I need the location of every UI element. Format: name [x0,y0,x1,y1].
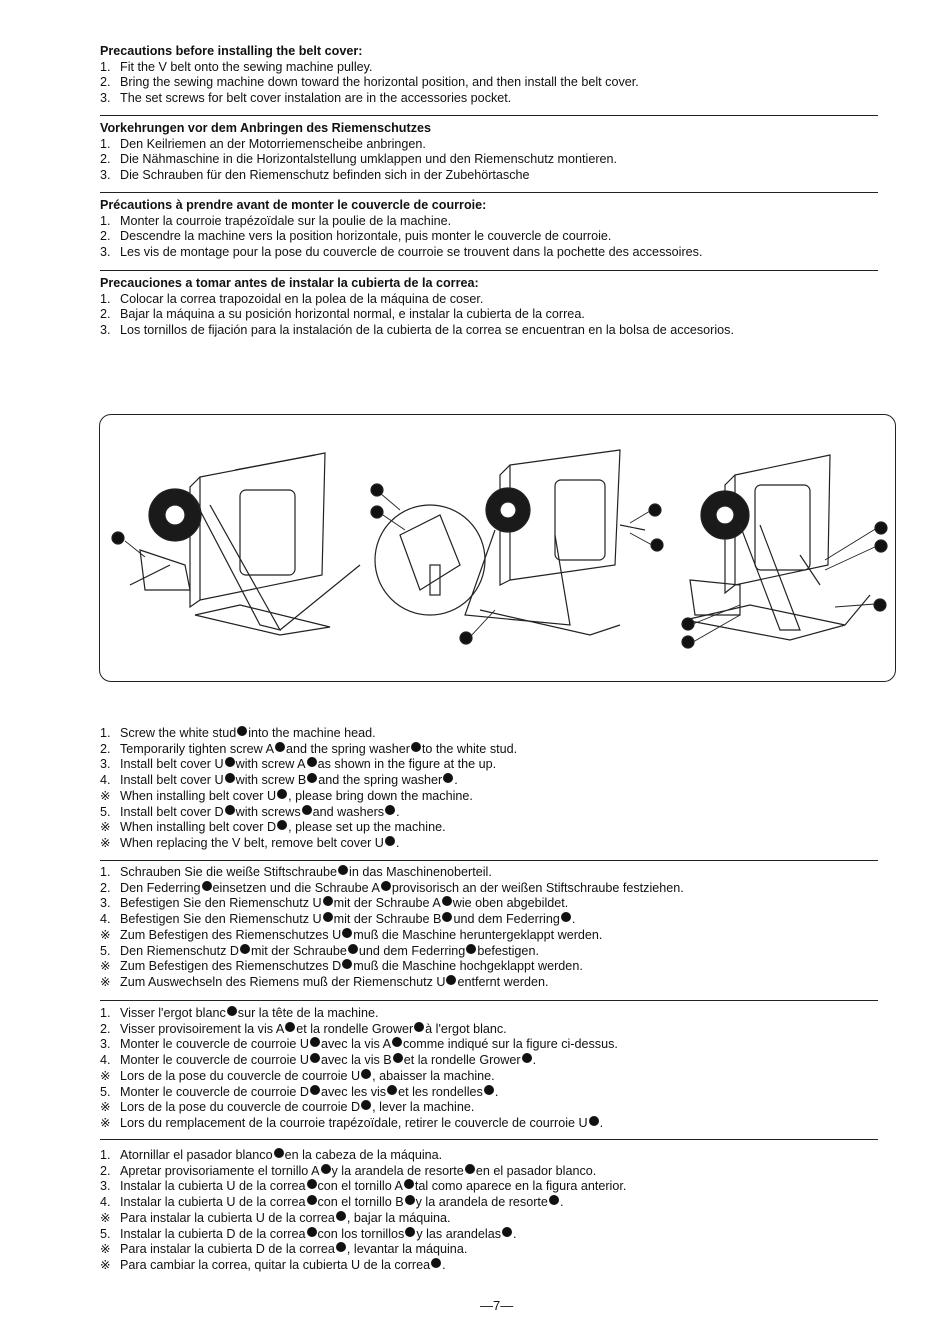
divider [100,115,878,116]
list-item: ※ When installing belt cover U , please bring down the machine. [100,788,473,803]
reference-marker-icon [240,944,250,954]
steps-fr [100,1006,880,1132]
list-item: 2. Den Federring einsetzen und die Schraube A provisorisch an der weißen Stiftschraube festziehen. [100,880,684,895]
illustration-machine-1 [130,453,360,635]
list-item: 5. Instalar la cubierta D de la correa con los tornillos y las arandelas . [100,1226,517,1241]
list-item: 5. Monter le couvercle de courroie D avec les vis et les rondelles . [100,1084,499,1099]
list-item: ※ Zum Befestigen des Riemenschutzes D muß die Maschine hochgeklappt werden. [100,959,583,974]
steps-es [100,1148,880,1274]
reference-marker-icon [321,1164,331,1174]
reference-marker-icon [336,1242,346,1252]
list-item: 3. Los tornillos de fijación para la instalación de la cubierta de la correa se encuentran en la bolsa de accesorios. [100,323,734,338]
reference-marker-icon [414,1022,424,1032]
reference-marker-icon [225,805,235,815]
list-item: 4. Install belt cover U with screw B and the spring washer . [100,773,458,788]
reference-marker-icon [442,896,452,906]
list-item: 2. Descendre la machine vers la position horizontale, puis monter le couvercle de courroie. [100,229,612,244]
callout-6 [651,539,663,551]
reference-marker-icon [323,896,333,906]
reference-marker-icon [549,1195,559,1205]
reference-marker-icon [522,1053,532,1063]
reference-marker-icon [387,1085,397,1095]
reference-marker-icon [302,805,312,815]
list-item: 1. Colocar la correa trapozoidal en la polea de la máquina de coser. [100,291,484,306]
reference-marker-icon [431,1258,441,1268]
list-item: ※ Para cambiar la correa, quitar la cubierta U de la correa . [100,1257,446,1272]
callout-7 [874,599,886,611]
reference-marker-icon [466,944,476,954]
reference-marker-icon [310,1053,320,1063]
list-item: 1. Atornillar el pasador blanco en la cabeza de la máquina. [100,1148,443,1162]
reference-marker-icon [307,773,317,783]
reference-marker-icon [323,912,333,922]
reference-marker-icon [307,1227,317,1237]
list-item: 1. Schrauben Sie die weiße Stiftschraube in das Maschinenoberteil. [100,865,492,879]
reference-marker-icon [385,805,395,815]
list-item: 4. Monter le couvercle de courroie U avec la vis B et la rondelle Grower . [100,1053,537,1068]
section-title: Precauciones a tomar antes de instalar la cubierta de la correa: [100,276,479,290]
reference-marker-icon [443,773,453,783]
belt-cover-installation-figure [99,414,896,682]
reference-marker-icon [405,1227,415,1237]
list-item: 1. Screw the white stud into the machine head. [100,726,376,740]
illustration-machine-2 [375,450,645,635]
list-item: ※ Lors de la pose du couvercle de courroie U , abaisser la machine. [100,1068,495,1083]
reference-marker-icon [502,1227,512,1237]
reference-marker-icon [361,1100,371,1110]
list-item: ※ Zum Auswechseln des Riemens muß der Riemenschutz U entfernt werden. [100,974,549,989]
list-item: 1. Den Keilriemen an der Motorriemenscheibe anbringen. [100,136,426,151]
reference-marker-icon [404,1179,414,1189]
section-title: Precautions before installing the belt cover: [100,44,363,58]
callout-3 [371,506,383,518]
callout-9b [682,636,694,648]
reference-marker-icon [411,742,421,752]
divider [100,270,878,271]
reference-marker-icon [385,836,395,846]
list-item: 2. Apretar provisoriamente el tornillo A y la arandela de resorte en el pasador blanco. [100,1163,597,1178]
reference-marker-icon [381,881,391,891]
precautions-en [100,44,880,107]
list-item: 3. Befestigen Sie den Riemenschutz U mit der Schraube A wie oben abgebildet. [100,896,569,911]
reference-marker-icon [361,1069,371,1079]
divider [100,1000,878,1001]
reference-marker-icon [307,1179,317,1189]
list-item: 5. Install belt cover D with screws and washers . [100,804,400,819]
list-item: 3. Monter le couvercle de courroie U avec la vis A comme indiqué sur la figure ci-dessus. [100,1037,618,1052]
reference-marker-icon [237,726,247,736]
list-item: 3. Install belt cover U with screw A as shown in the figure at the up. [100,757,497,772]
reference-marker-icon [225,757,235,767]
reference-marker-icon [446,975,456,985]
list-item: ※ Para instalar la cubierta U de la correa , bajar la máquina. [100,1210,451,1225]
steps-de [100,865,880,991]
reference-marker-icon [225,773,235,783]
reference-marker-icon [310,1037,320,1047]
list-item: 2. Temporarily tighten screw A and the spring washer to the white stud. [100,741,518,756]
reference-marker-icon [307,1195,317,1205]
list-item: ※ When replacing the V belt, remove belt cover U . [100,835,400,850]
callout-8 [875,522,887,534]
precautions-de [100,121,880,184]
list-item: 4. Instalar la cubierta U de la correa con el tornillo B y la arandela de resorte . [100,1195,564,1210]
list-item: 1. Visser l'ergot blanc sur la tête de la machine. [100,1006,379,1020]
list-item: 2. Bring the sewing machine down toward the horizontal position, and then install the belt cover. [100,75,639,90]
reference-marker-icon [342,928,352,938]
steps-en [100,726,880,852]
divider [100,192,878,193]
list-item: ※ Lors de la pose du couvercle de courroie D , lever la machine. [100,1100,475,1115]
section-title: Vorkehrungen vor dem Anbringen des Riemenschutzes [100,121,432,135]
reference-marker-icon [307,757,317,767]
list-item: 3. Die Schrauben für den Riemenschutz befinden sich in der Zubehörtasche [100,168,530,183]
list-item: 3. The set screws for belt cover instalation are in the accessories pocket. [100,91,512,106]
list-item: 3. Les vis de montage pour la pose du couvercle de courroie se trouvent dans la pochette des accessoires. [100,245,703,260]
list-item: 2. Die Nähmaschine in die Horizontalstellung umklappen und den Riemenschutz montieren. [100,152,618,167]
list-item: ※ When installing belt cover D , please set up the machine. [100,820,446,835]
reference-marker-icon [342,959,352,969]
reference-marker-icon [277,789,287,799]
reference-marker-icon [310,1085,320,1095]
reference-marker-icon [348,944,358,954]
reference-marker-icon [465,1164,475,1174]
reference-marker-icon [392,1037,402,1047]
reference-marker-icon [285,1022,295,1032]
list-item: 2. Bajar la máquina a su posición horizontal normal, e instalar la cubierta de la correa. [100,307,585,322]
callout-8b [682,618,694,630]
divider [100,1139,878,1140]
reference-marker-icon [274,1148,284,1158]
list-item: 1. Monter la courroie trapézoïdale sur la poulie de la machine. [100,213,452,228]
callout-5 [649,504,661,516]
reference-marker-icon [275,742,285,752]
reference-marker-icon [202,881,212,891]
illustration-machine-3 [685,455,870,640]
precautions-fr [100,198,880,261]
reference-marker-icon [484,1085,494,1095]
callout-2 [371,484,383,496]
list-item: 4. Befestigen Sie den Riemenschutz U mit der Schraube B und dem Federring . [100,912,576,927]
reference-marker-icon [442,912,452,922]
list-item: 5. Den Riemenschutz D mit der Schraube und dem Federring befestigen. [100,943,539,958]
precautions-es [100,276,880,339]
reference-marker-icon [393,1053,403,1063]
list-item: 2. Visser provisoirement la vis A et la rondelle Grower à l'ergot blanc. [100,1021,507,1036]
callout-9 [875,540,887,552]
list-item: 1. Fit the V belt onto the sewing machine pulley. [100,59,373,74]
list-item: ※ Para instalar la cubierta D de la correa , levantar la máquina. [100,1242,468,1257]
reference-marker-icon [227,1006,237,1016]
section-title: Précautions à prendre avant de monter le couvercle de courroie: [100,198,487,212]
reference-marker-icon [338,865,348,875]
reference-marker-icon [405,1195,415,1205]
callout-1 [112,532,124,544]
page-number: —7— [480,1298,514,1313]
divider [100,860,878,861]
reference-marker-icon [277,820,287,830]
list-item: 3. Instalar la cubierta U de la correa con el tornillo A tal como aparece en la figura anterior. [100,1179,627,1194]
list-item: ※ Zum Befestigen des Riemenschutzes U muß die Maschine heruntergeklappt werden. [100,927,603,942]
callout-4 [460,632,472,644]
list-item: ※ Lors du remplacement de la courroie trapézoïdale, retirer le couvercle de courroie U . [100,1115,604,1130]
reference-marker-icon [589,1116,599,1126]
reference-marker-icon [336,1211,346,1221]
reference-marker-icon [561,912,571,922]
